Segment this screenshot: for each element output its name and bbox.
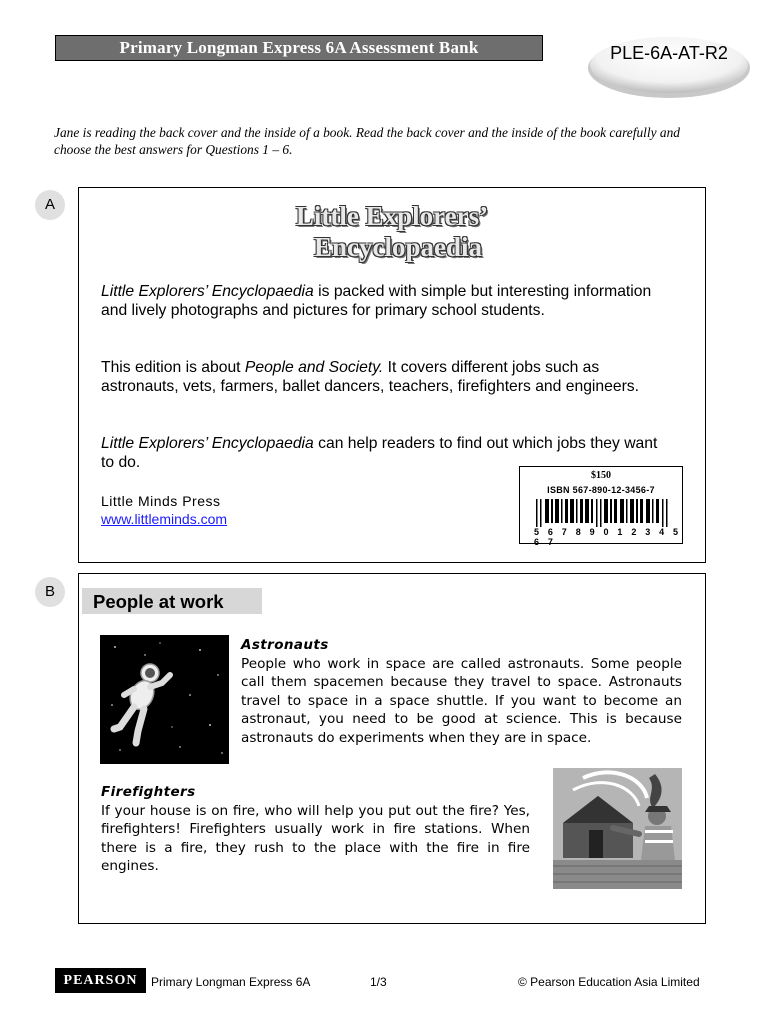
firefighters-title: Firefighters bbox=[101, 784, 196, 800]
publisher-website-link[interactable]: www.littleminds.com bbox=[101, 511, 228, 527]
publisher-name: Little Minds Press bbox=[101, 493, 221, 509]
paragraph-text: can help readers to find out which jobs they want to do. bbox=[101, 435, 658, 471]
book-back-cover bbox=[78, 187, 706, 563]
isbn-number: ISBN 567-890-12-3456-7 bbox=[547, 485, 655, 495]
cover-paragraph-1 bbox=[101, 282, 661, 320]
barcode-digits: 5 6 7 8 9 0 1 2 3 4 5 6 7 bbox=[534, 527, 682, 547]
section-a-label: A bbox=[35, 190, 65, 220]
cover-paragraph-2 bbox=[101, 358, 661, 396]
astronauts-title: Astronauts bbox=[241, 637, 329, 653]
page-number: 1/3 bbox=[370, 975, 387, 989]
section-b-label: B bbox=[35, 577, 65, 607]
barcode-icon bbox=[536, 499, 670, 527]
astronauts-text: People who work in space are called astronauts. Some people call them spacemen because they travel to space. Astronauts travel to space in a space shuttle. If you want to become an astronaut, you need to be good at science. This is because astronauts do experiments when they are in space. bbox=[241, 656, 682, 746]
footer-book-title: Primary Longman Express 6A bbox=[151, 975, 311, 989]
book-inside-page bbox=[78, 573, 706, 924]
astronaut-icon bbox=[100, 635, 229, 764]
instructions: Jane is reading the back cover and the inside of a book. Read the back cover and the inside of the book carefully and choose the best answers for Questions 1 – 6. bbox=[54, 125, 680, 157]
firefighters-text: If your house is on fire, who will help you put out the fire? Yes, firefighters! Firefighters usually work in fire stations. When there is a fire, they rush to the place with the fire in fire engines. bbox=[101, 803, 530, 875]
book-name-italic: Little Explorers’ Encyclopaedia bbox=[101, 283, 314, 300]
isbn-barcode-box bbox=[519, 466, 683, 547]
book-name-italic: Little Explorers’ Encyclopaedia bbox=[101, 435, 314, 452]
edition-italic: People and Society. bbox=[244, 359, 384, 376]
paragraph-text: is packed with simple but interesting information and lively photographs and pictures for primary school students. bbox=[101, 283, 652, 319]
firefighter-icon bbox=[553, 768, 682, 889]
book-title-line1: Little Explorers’ bbox=[295, 201, 489, 231]
paragraph-text: This edition is about bbox=[101, 359, 245, 376]
copyright: © Pearson Education Asia Limited bbox=[518, 975, 700, 989]
assessment-code: PLE-6A-AT-R2 bbox=[610, 43, 728, 63]
pearson-logo: PEARSON bbox=[55, 968, 146, 993]
price-label: $150 bbox=[591, 470, 611, 481]
paragraph-text: It covers different jobs such as astronauts, vets, farmers, ballet dancers, teachers, firefighters and engineers. bbox=[101, 359, 640, 395]
book-title-line2: Encyclopaedia bbox=[313, 232, 482, 262]
section-heading: People at work bbox=[82, 588, 262, 614]
header-title: Primary Longman Express 6A Assessment Bank bbox=[55, 35, 543, 61]
